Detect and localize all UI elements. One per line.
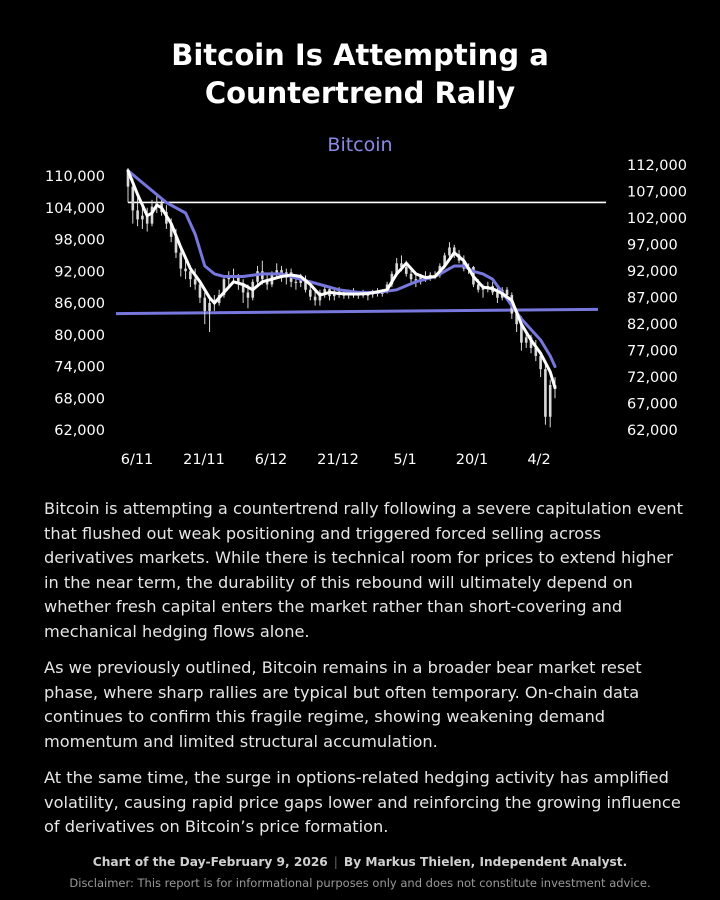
price-candle-body	[549, 385, 552, 417]
price-candle-body	[295, 282, 298, 283]
right-axis-tick-label: 112,000	[627, 158, 687, 174]
right-axis-tick-label: 102,000	[627, 211, 687, 227]
price-candle-body	[448, 247, 451, 255]
right-axis-tick-label: 67,000	[627, 396, 678, 413]
right-axis-tick-label: 97,000	[627, 237, 678, 254]
price-candle-body	[544, 369, 547, 417]
paragraph-2-text: As we previously outlined, Bitcoin remains in a broader bear market reset phase, where sharp rallies are typical but often temporary. On-chain data continues to confirm this fragile regime, showing weakening demand momentum and limited structural accumulation.	[44, 658, 642, 751]
right-axis-tick-label: 92,000	[627, 264, 678, 280]
right-axis-tick-label: 77,000	[627, 343, 678, 360]
left-axis-tick-label: 110,000	[45, 169, 105, 185]
x-axis-tick-label: 21/12	[317, 452, 359, 468]
title-line-2: Countertrend Rally	[204, 76, 516, 110]
price-candle-body	[203, 298, 206, 311]
title-line-1: Bitcoin Is Attempting a	[171, 38, 549, 72]
x-axis-tick-label: 6/11	[120, 452, 154, 468]
footer-separator: |	[333, 855, 338, 869]
paragraph-1-text: Bitcoin is attempting a countertrend rally following a severe capitulation event that flushed out weak positioning and triggered forced selling across derivatives markets. While there is technical room for prices to extend higher in the near term, the durability of this rebound will ultimately depend on whether fresh capital enters the market rather than short-covering and mechanical hedging flows alone.	[44, 499, 683, 641]
price-candle-body	[256, 271, 259, 282]
price-candle-body	[208, 303, 211, 311]
paragraph-3-text: At the same time, the surge in options-related hedging activity has amplified volatility, causing rapid price gaps lower and reinforcing the growing influence of derivatives on Bitcoin’s price formation.	[44, 768, 681, 836]
price-candle-body	[136, 210, 139, 219]
price-candle-body	[184, 269, 187, 272]
support-line	[116, 309, 598, 313]
paragraph-1	[44, 497, 684, 644]
page-title	[0, 36, 720, 112]
price-candle-body	[131, 187, 134, 211]
x-axis-tick-label: 20/1	[455, 452, 489, 468]
disclaimer: Disclaimer: This report is for informational purposes only and does not constitute investment advice.	[69, 876, 651, 890]
price-candle-body	[405, 267, 408, 274]
left-axis-tick-label: 86,000	[54, 296, 105, 312]
price-candle-body	[314, 297, 317, 301]
author-label: By Markus Thielen, Independent Analyst.	[343, 855, 628, 869]
left-axis-tick-label: 104,000	[45, 200, 105, 217]
price-candle-body	[525, 337, 528, 342]
price-candle-body	[199, 284, 202, 297]
price-candle-body	[309, 290, 312, 297]
x-axis-tick-label: 6/12	[254, 452, 288, 468]
chart-of-day-label: Chart of the Day-February 9, 2026	[92, 855, 328, 869]
left-axis-tick-label: 98,000	[54, 232, 105, 249]
left-axis-tick-label: 68,000	[54, 391, 105, 408]
right-axis-tick-label: 62,000	[627, 423, 678, 439]
x-axis-tick-label: 21/11	[183, 452, 225, 468]
left-axis-tick-label: 74,000	[54, 359, 105, 376]
price-candle-body	[141, 216, 144, 220]
price-candle-body	[189, 271, 192, 279]
price-candle-body	[194, 279, 197, 284]
footer-credits	[0, 855, 720, 869]
left-axis-tick-label: 62,000	[54, 423, 105, 439]
x-axis-tick-label: 4/2	[527, 452, 551, 468]
paragraph-3	[44, 766, 684, 840]
chart-title: Bitcoin	[327, 134, 393, 156]
right-axis-tick-label: 82,000	[627, 317, 678, 333]
price-candle-body	[477, 284, 480, 289]
price-candle-body	[247, 292, 250, 297]
paragraph-2	[44, 656, 684, 754]
right-axis-tick-label: 107,000	[627, 184, 687, 201]
right-axis-tick-label: 72,000	[627, 370, 678, 386]
left-axis-tick-label: 92,000	[54, 264, 105, 281]
price-candle-body	[506, 290, 509, 295]
right-axis-tick-label: 87,000	[627, 290, 678, 307]
x-axis-tick-label: 5/1	[393, 452, 417, 468]
price-candle-body	[410, 274, 413, 279]
price-candle-body	[179, 253, 182, 269]
bitcoin-chart	[0, 120, 720, 480]
left-axis-tick-label: 80,000	[54, 327, 105, 344]
